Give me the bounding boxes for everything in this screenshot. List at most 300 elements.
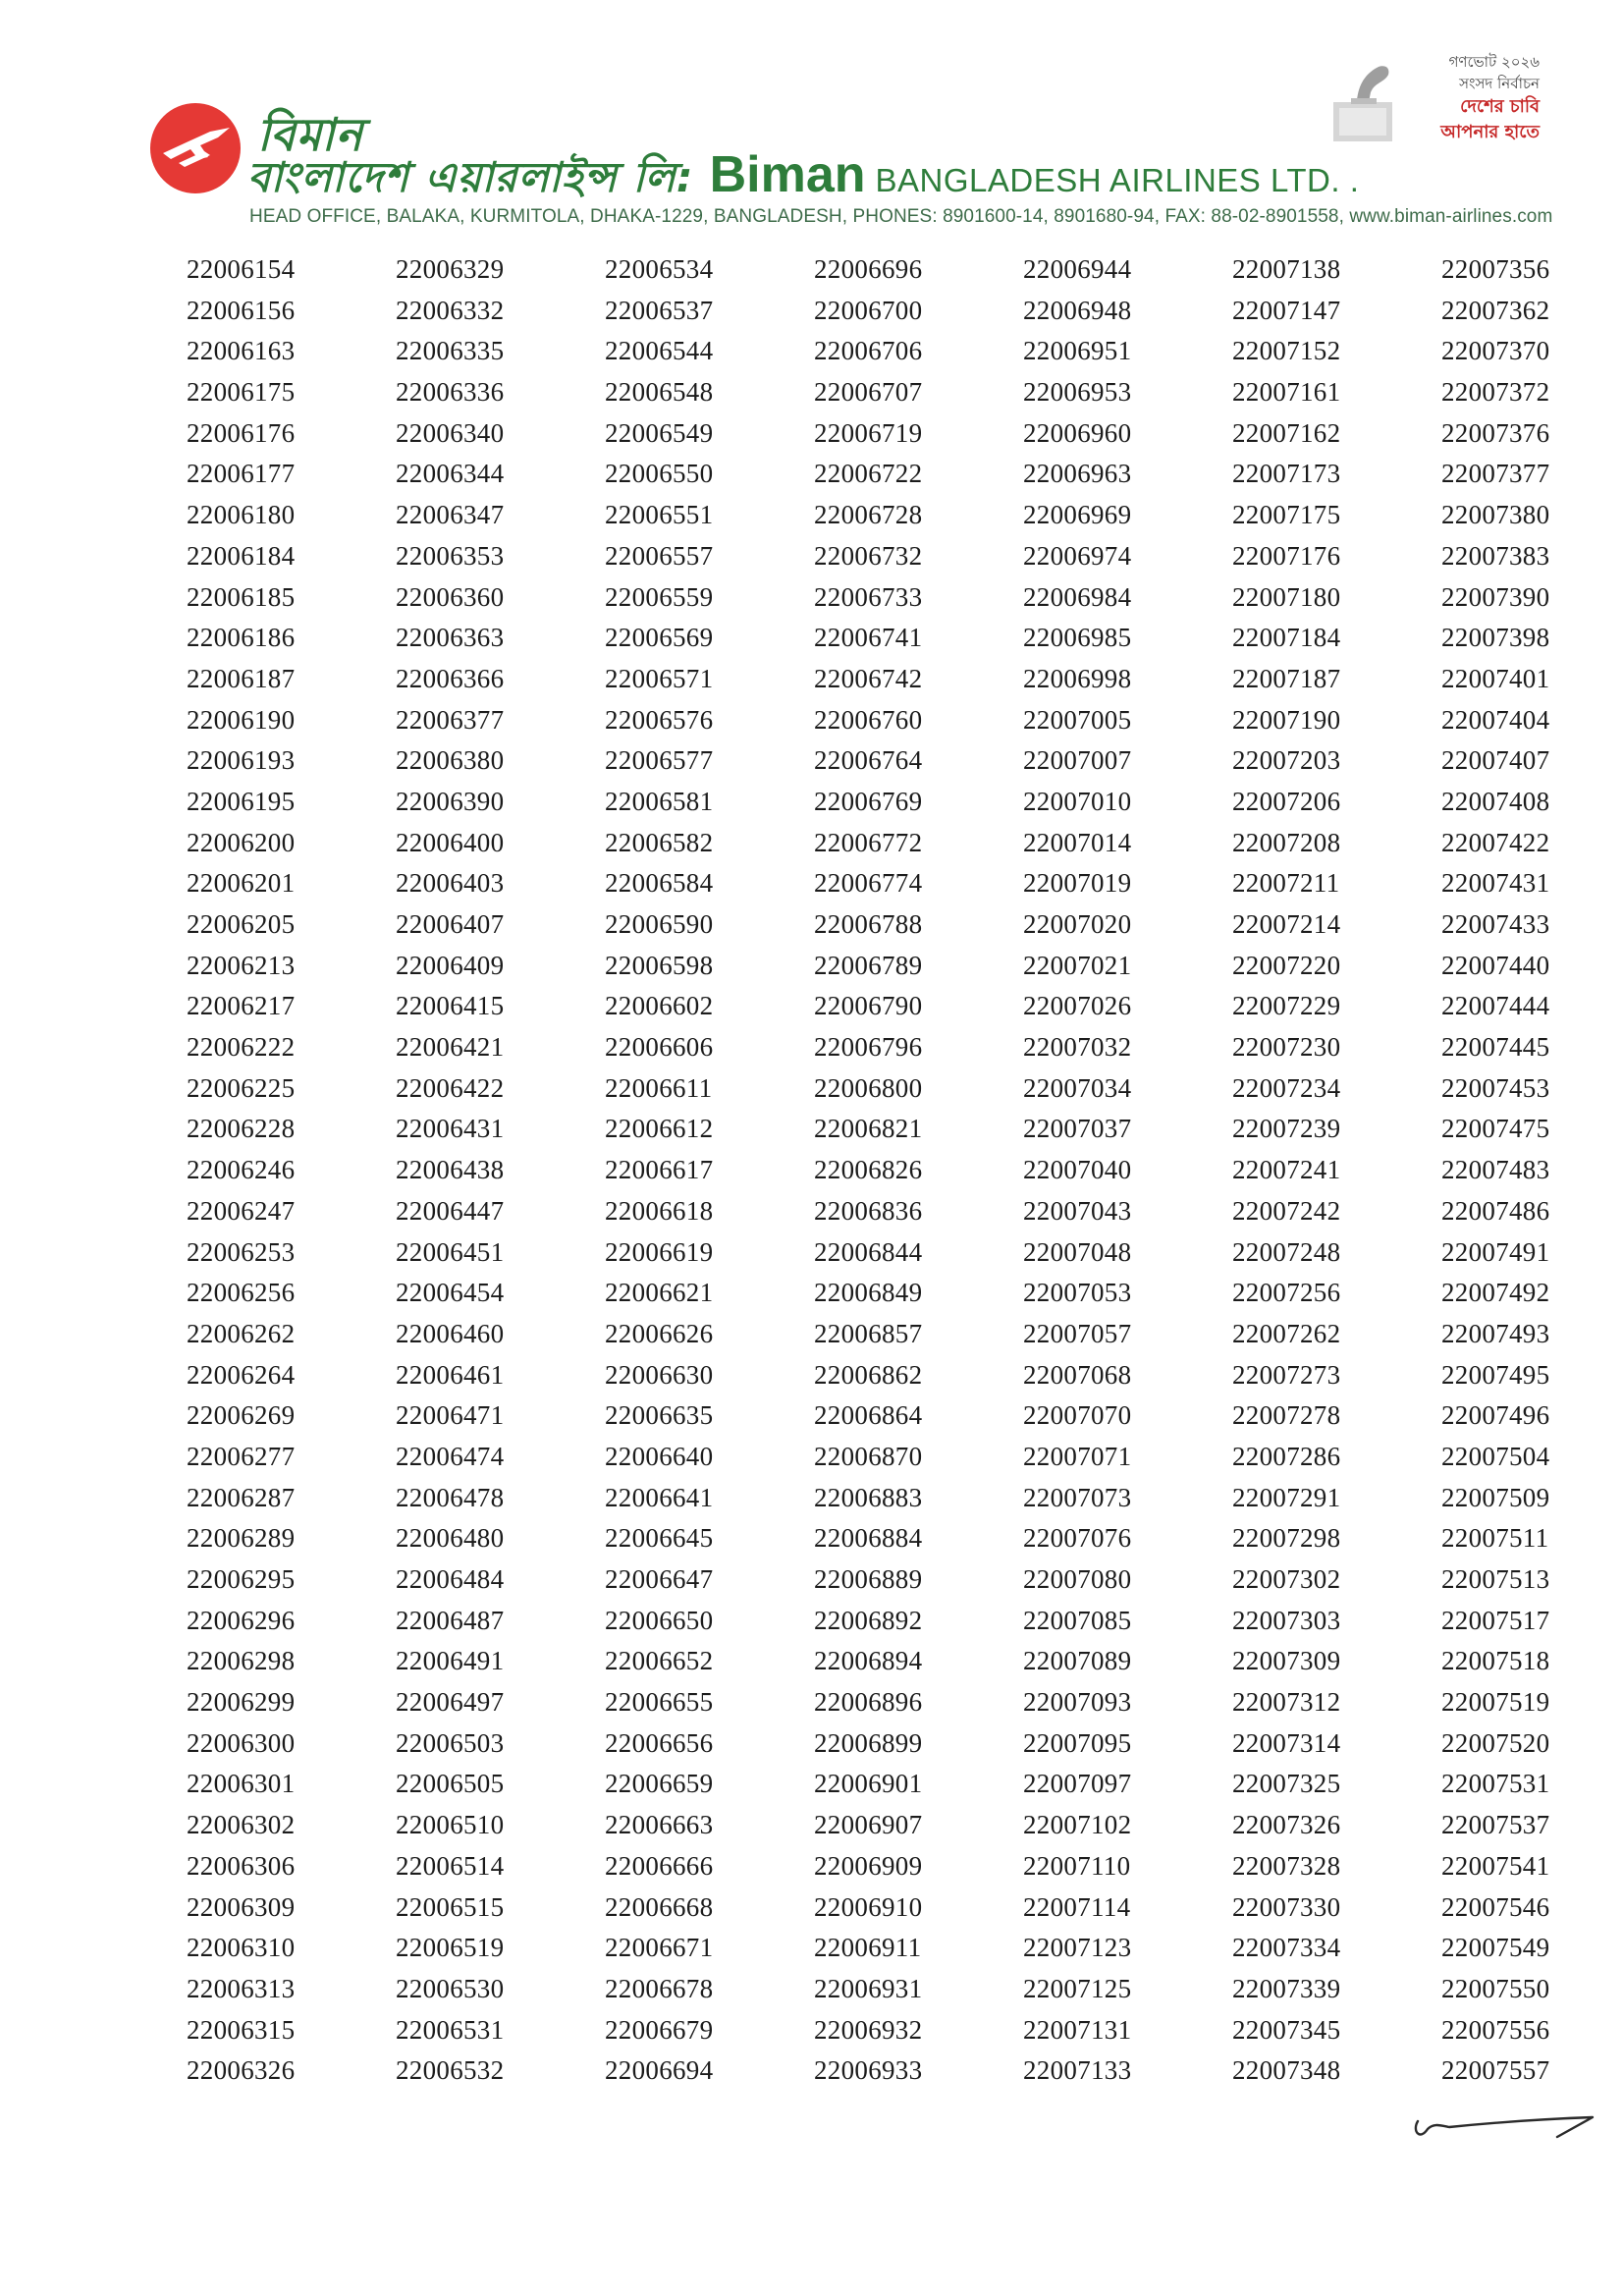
- roll-number: 22007037: [1023, 1114, 1132, 1144]
- roll-number: 22006907: [814, 1810, 923, 1840]
- roll-number: 22006246: [187, 1155, 296, 1185]
- roll-number: 22006581: [605, 786, 714, 816]
- roll-number: 22006635: [605, 1400, 714, 1431]
- roll-number: 22006415: [396, 991, 505, 1021]
- roll-number: 22007102: [1023, 1810, 1132, 1840]
- roll-number: 22007509: [1441, 1482, 1550, 1512]
- roll-number: 22007431: [1441, 868, 1550, 899]
- roll-number: 22006910: [814, 1891, 923, 1922]
- roll-number: 22007071: [1023, 1441, 1132, 1471]
- roll-number: 22006909: [814, 1850, 923, 1881]
- roll-number: 22007440: [1441, 950, 1550, 980]
- roll-number: 22006514: [396, 1850, 505, 1881]
- roll-number: 22007377: [1441, 459, 1550, 489]
- roll-number: 22006298: [187, 1646, 296, 1676]
- roll-number: 22007138: [1232, 254, 1341, 284]
- slogan-line-3: দেশের চাবি: [1460, 96, 1540, 117]
- roll-number: 22007097: [1023, 1769, 1132, 1799]
- roll-number: 22006584: [605, 868, 714, 899]
- roll-number: 22006262: [187, 1318, 296, 1348]
- roll-number: 22006551: [605, 500, 714, 530]
- roll-number: 22006901: [814, 1769, 923, 1799]
- roll-number: 22006454: [396, 1278, 505, 1308]
- roll-number: 22007093: [1023, 1687, 1132, 1718]
- roll-number: 22006530: [396, 1973, 505, 2003]
- roll-number: 22007314: [1232, 1727, 1341, 1758]
- brand-name-bangla-line1: বিমান: [257, 108, 364, 161]
- roll-number: 22006438: [396, 1155, 505, 1185]
- roll-number: 22006640: [605, 1441, 714, 1471]
- roll-number: 22006663: [605, 1810, 714, 1840]
- roll-number: 22006180: [187, 500, 296, 530]
- roll-number: 22007095: [1023, 1727, 1132, 1758]
- roll-number: 22007550: [1441, 1973, 1550, 2003]
- roll-number: 22007483: [1441, 1155, 1550, 1185]
- roll-number: 22007330: [1232, 1891, 1341, 1922]
- roll-number: 22006154: [187, 254, 296, 284]
- roll-number: 22006228: [187, 1114, 296, 1144]
- roll-number: 22006329: [396, 254, 505, 284]
- roll-number: 22006431: [396, 1114, 505, 1144]
- roll-number: 22006264: [187, 1359, 296, 1390]
- roll-number: 22007556: [1441, 2014, 1550, 2045]
- roll-number: 22006883: [814, 1482, 923, 1512]
- roll-number: 22006407: [396, 909, 505, 939]
- roll-number: 22007334: [1232, 1933, 1341, 1963]
- roll-number: 22007433: [1441, 909, 1550, 939]
- roll-number: 22006700: [814, 295, 923, 325]
- roll-number: 22006163: [187, 336, 296, 366]
- roll-number: 22006889: [814, 1564, 923, 1594]
- roll-number: 22006447: [396, 1195, 505, 1226]
- roll-number: 22007014: [1023, 827, 1132, 857]
- roll-number: 22006269: [187, 1400, 296, 1431]
- roll-number: 22007070: [1023, 1400, 1132, 1431]
- roll-number: 22006598: [605, 950, 714, 980]
- roll-number: 22007032: [1023, 1032, 1132, 1063]
- roll-number: 22007019: [1023, 868, 1132, 899]
- roll-number: 22006515: [396, 1891, 505, 1922]
- roll-number: 22006422: [396, 1072, 505, 1103]
- roll-number: 22006213: [187, 950, 296, 980]
- roll-number: 22007398: [1441, 623, 1550, 653]
- roll-number: 22007152: [1232, 336, 1341, 366]
- roll-number: 22007110: [1023, 1850, 1131, 1881]
- roll-number: 22007173: [1232, 459, 1341, 489]
- roll-number: 22007026: [1023, 991, 1132, 1021]
- roll-number: 22007511: [1441, 1523, 1549, 1554]
- roll-number: 22006193: [187, 745, 296, 776]
- roll-number: 22007390: [1441, 581, 1550, 612]
- roll-number: 22006315: [187, 2014, 296, 2045]
- roll-number: 22007208: [1232, 827, 1341, 857]
- roll-number-grid: [187, 249, 1561, 2086]
- roll-number: 22006894: [814, 1646, 923, 1676]
- roll-number: 22006896: [814, 1687, 923, 1718]
- roll-column: [1023, 249, 1229, 2092]
- roll-number: 22007312: [1232, 1687, 1341, 1718]
- roll-number: 22006156: [187, 295, 296, 325]
- roll-number: 22007242: [1232, 1195, 1341, 1226]
- roll-number: 22006549: [605, 417, 714, 448]
- roll-number: 22006621: [605, 1278, 714, 1308]
- roll-number: 22007043: [1023, 1195, 1132, 1226]
- roll-column: [1441, 249, 1623, 2092]
- roll-number: 22006299: [187, 1687, 296, 1718]
- roll-number: 22006313: [187, 1973, 296, 2003]
- roll-number: 22007057: [1023, 1318, 1132, 1348]
- roll-number: 22006862: [814, 1359, 923, 1390]
- roll-number: 22007517: [1441, 1605, 1550, 1635]
- roll-number: 22007048: [1023, 1236, 1132, 1267]
- roll-number: 22006789: [814, 950, 923, 980]
- roll-number: 22006195: [187, 786, 296, 816]
- roll-number: 22006933: [814, 2055, 923, 2086]
- roll-number: 22006760: [814, 704, 923, 735]
- roll-number: 22007475: [1441, 1114, 1550, 1144]
- roll-number: 22006652: [605, 1646, 714, 1676]
- roll-number: 22007549: [1441, 1933, 1550, 1963]
- roll-number: 22006836: [814, 1195, 923, 1226]
- roll-number: 22007125: [1023, 1973, 1132, 2003]
- roll-number: 22006963: [1023, 459, 1132, 489]
- roll-number: 22007291: [1232, 1482, 1341, 1512]
- roll-number: 22007376: [1441, 417, 1550, 448]
- roll-number: 22006857: [814, 1318, 923, 1348]
- roll-number: 22007180: [1232, 581, 1341, 612]
- roll-number: 22007404: [1441, 704, 1550, 735]
- roll-number: 22006487: [396, 1605, 505, 1635]
- roll-number: 22006301: [187, 1769, 296, 1799]
- roll-number: 22006505: [396, 1769, 505, 1799]
- roll-number: 22006821: [814, 1114, 923, 1144]
- roll-number: 22006764: [814, 745, 923, 776]
- roll-number: 22007076: [1023, 1523, 1132, 1554]
- roll-number: 22007362: [1441, 295, 1550, 325]
- roll-number: 22007401: [1441, 663, 1550, 693]
- roll-number: 22006774: [814, 868, 923, 899]
- roll-number: 22006557: [605, 540, 714, 571]
- roll-number: 22007230: [1232, 1032, 1341, 1063]
- roll-number: 22006742: [814, 663, 923, 693]
- roll-number: 22006190: [187, 704, 296, 735]
- brand-line: [247, 146, 1360, 204]
- roll-number: 22006519: [396, 1933, 505, 1963]
- roll-number: 22006187: [187, 663, 296, 693]
- roll-number: 22006256: [187, 1278, 296, 1308]
- roll-number: 22007407: [1441, 745, 1550, 776]
- roll-number: 22007504: [1441, 1441, 1550, 1471]
- roll-number: 22006647: [605, 1564, 714, 1594]
- roll-number: 22006332: [396, 295, 505, 325]
- roll-number: 22007486: [1441, 1195, 1550, 1226]
- roll-number: 22006679: [605, 2014, 714, 2045]
- roll-number: 22007325: [1232, 1769, 1341, 1799]
- roll-number: 22006309: [187, 1891, 296, 1922]
- roll-number: 22006678: [605, 1973, 714, 2003]
- roll-number: 22006985: [1023, 623, 1132, 653]
- roll-number: 22006201: [187, 868, 296, 899]
- roll-number: 22007187: [1232, 663, 1341, 693]
- roll-number: 22007234: [1232, 1072, 1341, 1103]
- roll-number: 22007248: [1232, 1236, 1341, 1267]
- roll-number: 22007444: [1441, 991, 1550, 1021]
- roll-number: 22007262: [1232, 1318, 1341, 1348]
- roll-number: 22007491: [1441, 1236, 1550, 1267]
- roll-number: 22006732: [814, 540, 923, 571]
- roll-number: 22006409: [396, 950, 505, 980]
- roll-number: 22006205: [187, 909, 296, 939]
- roll-number: 22007080: [1023, 1564, 1132, 1594]
- roll-number: 22006534: [605, 254, 714, 284]
- roll-number: 22006510: [396, 1810, 505, 1840]
- roll-number: 22007010: [1023, 786, 1132, 816]
- roll-number: 22006478: [396, 1482, 505, 1512]
- roll-number: 22007089: [1023, 1646, 1132, 1676]
- roll-number: 22006998: [1023, 663, 1132, 693]
- roll-number: 22006884: [814, 1523, 923, 1554]
- roll-number: 22006363: [396, 623, 505, 653]
- roll-number: 22007541: [1441, 1850, 1550, 1881]
- roll-number: 22006870: [814, 1441, 923, 1471]
- roll-number: 22007229: [1232, 991, 1341, 1021]
- roll-number: 22006707: [814, 377, 923, 408]
- roll-number: 22006617: [605, 1155, 714, 1185]
- roll-number: 22007546: [1441, 1891, 1550, 1922]
- roll-number: 22006844: [814, 1236, 923, 1267]
- roll-number: 22006451: [396, 1236, 505, 1267]
- roll-number: 22006306: [187, 1850, 296, 1881]
- roll-number: 22006590: [605, 909, 714, 939]
- roll-number: 22006899: [814, 1727, 923, 1758]
- roll-number: 22006722: [814, 459, 923, 489]
- roll-number: 22007537: [1441, 1810, 1550, 1840]
- roll-number: 22007453: [1441, 1072, 1550, 1103]
- roll-number: 22006460: [396, 1318, 505, 1348]
- roll-number: 22007203: [1232, 745, 1341, 776]
- roll-number: 22006666: [605, 1850, 714, 1881]
- roll-number: 22007492: [1441, 1278, 1550, 1308]
- roll-column: [605, 249, 811, 2092]
- roll-number: 22007326: [1232, 1810, 1341, 1840]
- roll-number: 22006577: [605, 745, 714, 776]
- roll-number: 22006176: [187, 417, 296, 448]
- roll-number: 22006484: [396, 1564, 505, 1594]
- roll-number: 22007114: [1023, 1891, 1131, 1922]
- election-slogan: [1416, 51, 1540, 145]
- roll-number: 22007518: [1441, 1646, 1550, 1676]
- roll-number: 22006619: [605, 1236, 714, 1267]
- roll-number: 22006694: [605, 2055, 714, 2086]
- roll-number: 22006612: [605, 1114, 714, 1144]
- roll-number: 22007161: [1232, 377, 1341, 408]
- roll-number: 22006222: [187, 1032, 296, 1063]
- roll-number: 22006503: [396, 1727, 505, 1758]
- roll-number: 22007298: [1232, 1523, 1341, 1554]
- roll-number: 22007339: [1232, 1973, 1341, 2003]
- roll-number: 22006287: [187, 1482, 296, 1512]
- roll-number: 22006296: [187, 1605, 296, 1635]
- roll-number: 22007133: [1023, 2055, 1132, 2086]
- roll-number: 22006390: [396, 786, 505, 816]
- roll-number: 22006344: [396, 459, 505, 489]
- roll-number: 22006641: [605, 1482, 714, 1512]
- roll-number: 22006175: [187, 377, 296, 408]
- roll-number: 22006696: [814, 254, 923, 284]
- signature-mark: [1410, 2102, 1596, 2151]
- roll-number: 22006400: [396, 827, 505, 857]
- roll-number: 22006626: [605, 1318, 714, 1348]
- roll-number: 22006582: [605, 827, 714, 857]
- roll-number: 22006571: [605, 663, 714, 693]
- roll-number: 22006645: [605, 1523, 714, 1554]
- roll-number: 22006310: [187, 1933, 296, 1963]
- roll-number: 22007073: [1023, 1482, 1132, 1512]
- roll-number: 22006185: [187, 581, 296, 612]
- roll-number: 22006532: [396, 2055, 505, 2086]
- roll-number: 22007445: [1441, 1032, 1550, 1063]
- roll-number: 22006289: [187, 1523, 296, 1554]
- roll-number: 22006826: [814, 1155, 923, 1185]
- roll-number: 22007211: [1232, 868, 1340, 899]
- roll-number: 22007021: [1023, 950, 1132, 980]
- roll-number: 22007190: [1232, 704, 1341, 735]
- roll-number: 22006788: [814, 909, 923, 939]
- roll-number: 22006864: [814, 1400, 923, 1431]
- brand-name-english: BANGLADESH AIRLINES LTD. .: [875, 162, 1360, 198]
- roll-number: 22006531: [396, 2014, 505, 2045]
- roll-number: 22006728: [814, 500, 923, 530]
- roll-number: 22006548: [605, 377, 714, 408]
- roll-number: 22006630: [605, 1359, 714, 1390]
- roll-number: 22007408: [1441, 786, 1550, 816]
- roll-number: 22006360: [396, 581, 505, 612]
- roll-column: [1232, 249, 1438, 2092]
- roll-number: 22006353: [396, 540, 505, 571]
- roll-number: 22006944: [1023, 254, 1132, 284]
- ballot-box-icon: [1327, 53, 1414, 147]
- roll-number: 22006497: [396, 1687, 505, 1718]
- roll-column: [187, 249, 393, 2092]
- head-office-address: HEAD OFFICE, BALAKA, KURMITOLA, DHAKA-1229, BANGLADESH, PHONES: 8901600-14, 8901680-94, FAX: 88-02-8901558, www.biman-airlines.com: [249, 206, 1553, 227]
- roll-number: 22006656: [605, 1727, 714, 1758]
- roll-number: 22006650: [605, 1605, 714, 1635]
- roll-number: 22007557: [1441, 2055, 1550, 2086]
- roll-number: 22006550: [605, 459, 714, 489]
- roll-number: 22006733: [814, 581, 923, 612]
- roll-number: 22006790: [814, 991, 923, 1021]
- roll-number: 22006948: [1023, 295, 1132, 325]
- roll-number: 22006911: [814, 1933, 922, 1963]
- roll-number: 22007184: [1232, 623, 1341, 653]
- roll-number: 22006380: [396, 745, 505, 776]
- roll-number: 22006544: [605, 336, 714, 366]
- roll-number: 22006177: [187, 459, 296, 489]
- roll-number: 22007162: [1232, 417, 1341, 448]
- roll-number: 22006471: [396, 1400, 505, 1431]
- roll-number: 22006302: [187, 1810, 296, 1840]
- roll-number: 22006576: [605, 704, 714, 735]
- roll-number: 22006849: [814, 1278, 923, 1308]
- roll-number: 22006491: [396, 1646, 505, 1676]
- roll-number: 22006932: [814, 2014, 923, 2045]
- roll-number: 22006421: [396, 1032, 505, 1063]
- roll-number: 22007520: [1441, 1727, 1550, 1758]
- roll-number: 22007370: [1441, 336, 1550, 366]
- roll-number: 22007131: [1023, 2014, 1132, 2045]
- roll-number: 22007020: [1023, 909, 1132, 939]
- roll-number: 22007513: [1441, 1564, 1550, 1594]
- roll-number: 22007496: [1441, 1400, 1550, 1431]
- roll-number: 22006960: [1023, 417, 1132, 448]
- roll-number: 22006892: [814, 1605, 923, 1635]
- roll-number: 22006247: [187, 1195, 296, 1226]
- roll-number: 22007348: [1232, 2055, 1341, 2086]
- roll-column: [396, 249, 602, 2092]
- roll-number: 22007531: [1441, 1769, 1550, 1799]
- roll-number: 22007220: [1232, 950, 1341, 980]
- roll-number: 22006225: [187, 1072, 296, 1103]
- roll-number: 22007176: [1232, 540, 1341, 571]
- roll-number: 22006537: [605, 295, 714, 325]
- roll-column: [814, 249, 1020, 2092]
- roll-number: 22007380: [1441, 500, 1550, 530]
- roll-number: 22007286: [1232, 1441, 1341, 1471]
- brand-name-bangla-line2: বাংলাদেশ এয়ারলাইন্স লি:: [247, 153, 694, 201]
- roll-number: 22006295: [187, 1564, 296, 1594]
- roll-number: 22007123: [1023, 1933, 1132, 1963]
- roll-number: 22006277: [187, 1441, 296, 1471]
- roll-number: 22006340: [396, 417, 505, 448]
- roll-number: 22006559: [605, 581, 714, 612]
- roll-number: 22006769: [814, 786, 923, 816]
- roll-number: 22006326: [187, 2055, 296, 2086]
- roll-number: 22006569: [605, 623, 714, 653]
- roll-number: 22006461: [396, 1359, 505, 1390]
- roll-number: 22006800: [814, 1072, 923, 1103]
- roll-number: 22007239: [1232, 1114, 1341, 1144]
- roll-number: 22006671: [605, 1933, 714, 1963]
- roll-number: 22006611: [605, 1072, 713, 1103]
- roll-number: 22006606: [605, 1032, 714, 1063]
- roll-number: 22007309: [1232, 1646, 1341, 1676]
- roll-number: 22006300: [187, 1727, 296, 1758]
- roll-number: 22006377: [396, 704, 505, 735]
- roll-number: 22007256: [1232, 1278, 1341, 1308]
- slogan-line-4: আপনার হাতে: [1440, 122, 1540, 142]
- roll-number: 22007493: [1441, 1318, 1550, 1348]
- roll-number: 22007328: [1232, 1850, 1341, 1881]
- roll-number: 22006347: [396, 500, 505, 530]
- roll-number: 22006480: [396, 1523, 505, 1554]
- roll-number: 22007175: [1232, 500, 1341, 530]
- roll-number: 22006336: [396, 377, 505, 408]
- roll-number: 22006984: [1023, 581, 1132, 612]
- roll-number: 22007147: [1232, 295, 1341, 325]
- roll-number: 22006186: [187, 623, 296, 653]
- roll-number: 22006655: [605, 1687, 714, 1718]
- roll-number: 22006659: [605, 1769, 714, 1799]
- roll-number: 22006618: [605, 1195, 714, 1226]
- roll-number: 22007085: [1023, 1605, 1132, 1635]
- roll-number: 22006335: [396, 336, 505, 366]
- roll-number: 22006253: [187, 1236, 296, 1267]
- roll-number: 22007302: [1232, 1564, 1341, 1594]
- roll-number: 22006772: [814, 827, 923, 857]
- roll-number: 22006217: [187, 991, 296, 1021]
- roll-number: 22006668: [605, 1891, 714, 1922]
- roll-number: 22007005: [1023, 704, 1132, 735]
